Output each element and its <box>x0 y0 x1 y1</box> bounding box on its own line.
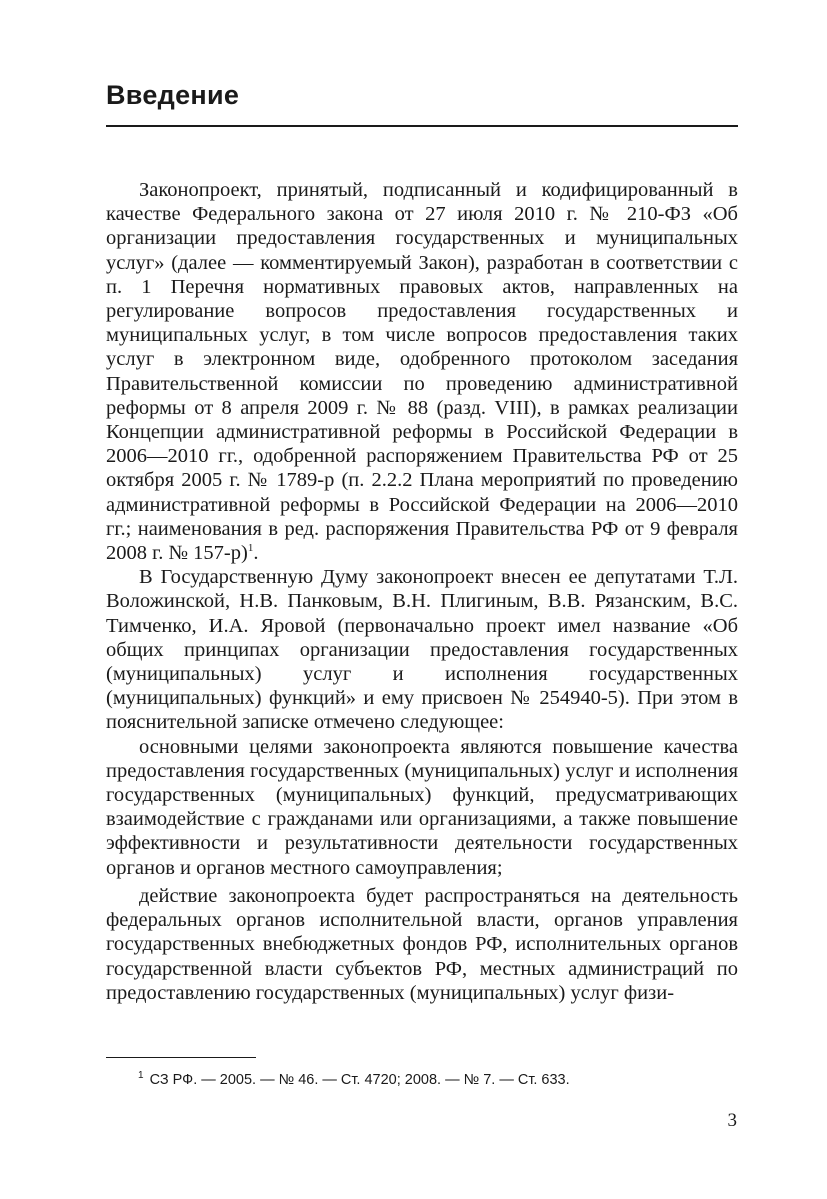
paragraph-4: действие законопроекта будет распространяться на деятельность федеральных органов исполнительной власти, органов управления государственных внебюджетных фондов РФ, исполнительных органов государственной власти субъектов РФ, местных администраций по предоставлению государственных (муниципальных) услуг физи- <box>106 884 738 1004</box>
heading-underline <box>106 125 738 127</box>
paragraph-1-text: Законопроект, принятый, подписанный и кодифицированный в качестве Федерального закона от 27 июля 2010 г. № 210-ФЗ «Об организации предоставления государственных и муниципальных услуг» (далее — комментируемый Закон), разработан в соответствии с п. 1 Перечня нормативных правовых актов, направленных на регулирование вопросов предоставления государственных и муниципальных услуг, в том числе вопросов предоставления таких услуг в электронном виде, одобренного протоколом заседания Правительственной комиссии по проведению административной реформы от 8 апреля 2009 г. № 88 (разд. VIII), в рамках реализации Концепции административной реформы в Российской Федерации в 2006—2010 гг., одобренной распоряжением Правительства РФ от 25 октября 2005 г. № 1789-р (п. 2.2.2 Плана мероприятий по проведению административной реформы в Российской Федерации на 2006—2010 гг.; наименования в ред. распоряжения Правительства РФ от 9 февраля 2008 г. № 157-р) <box>106 179 738 565</box>
footnote <box>138 1072 570 1088</box>
footnote-reference: 1 <box>247 542 254 555</box>
paragraph-3: основными целями законопроекта являются повышение качества предоставления государственных (муниципальных) услуг и исполнения государственных (муниципальных) функций, предусматривающих взаимодействие с гражданами или организациями, а также повышение эффективности и результативности деятельности государственных органов и органов местного самоуправления; <box>106 735 738 879</box>
section-heading: Введение <box>106 80 240 110</box>
body-text <box>106 178 738 1005</box>
footnote-text: СЗ РФ. — 2005. — № 46. — Ст. 4720; 2008. — № 7. — Ст. 633. <box>149 1072 570 1088</box>
page-number: 3 <box>727 1110 737 1131</box>
paragraph-1 <box>106 178 738 565</box>
paragraph-2: В Государственную Думу законопроект внесен ее депутатами Т.Л. Воложинской, Н.В. Панковым, В.Н. Плигиным, В.В. Рязанским, В.С. Тимченко, И.А. Яровой (первоначально проект имел название «Об общих принципах организации предоставления государственных (муниципальных) услуг и исполнения государственных (муниципальных) функций» и ему присвоен № 254940-5). При этом в пояснительной записке отмечено следующее: <box>106 566 738 734</box>
footnote-mark: 1 <box>138 1070 144 1082</box>
paragraph-1-end: . <box>253 542 259 565</box>
footnote-separator <box>106 1057 256 1058</box>
